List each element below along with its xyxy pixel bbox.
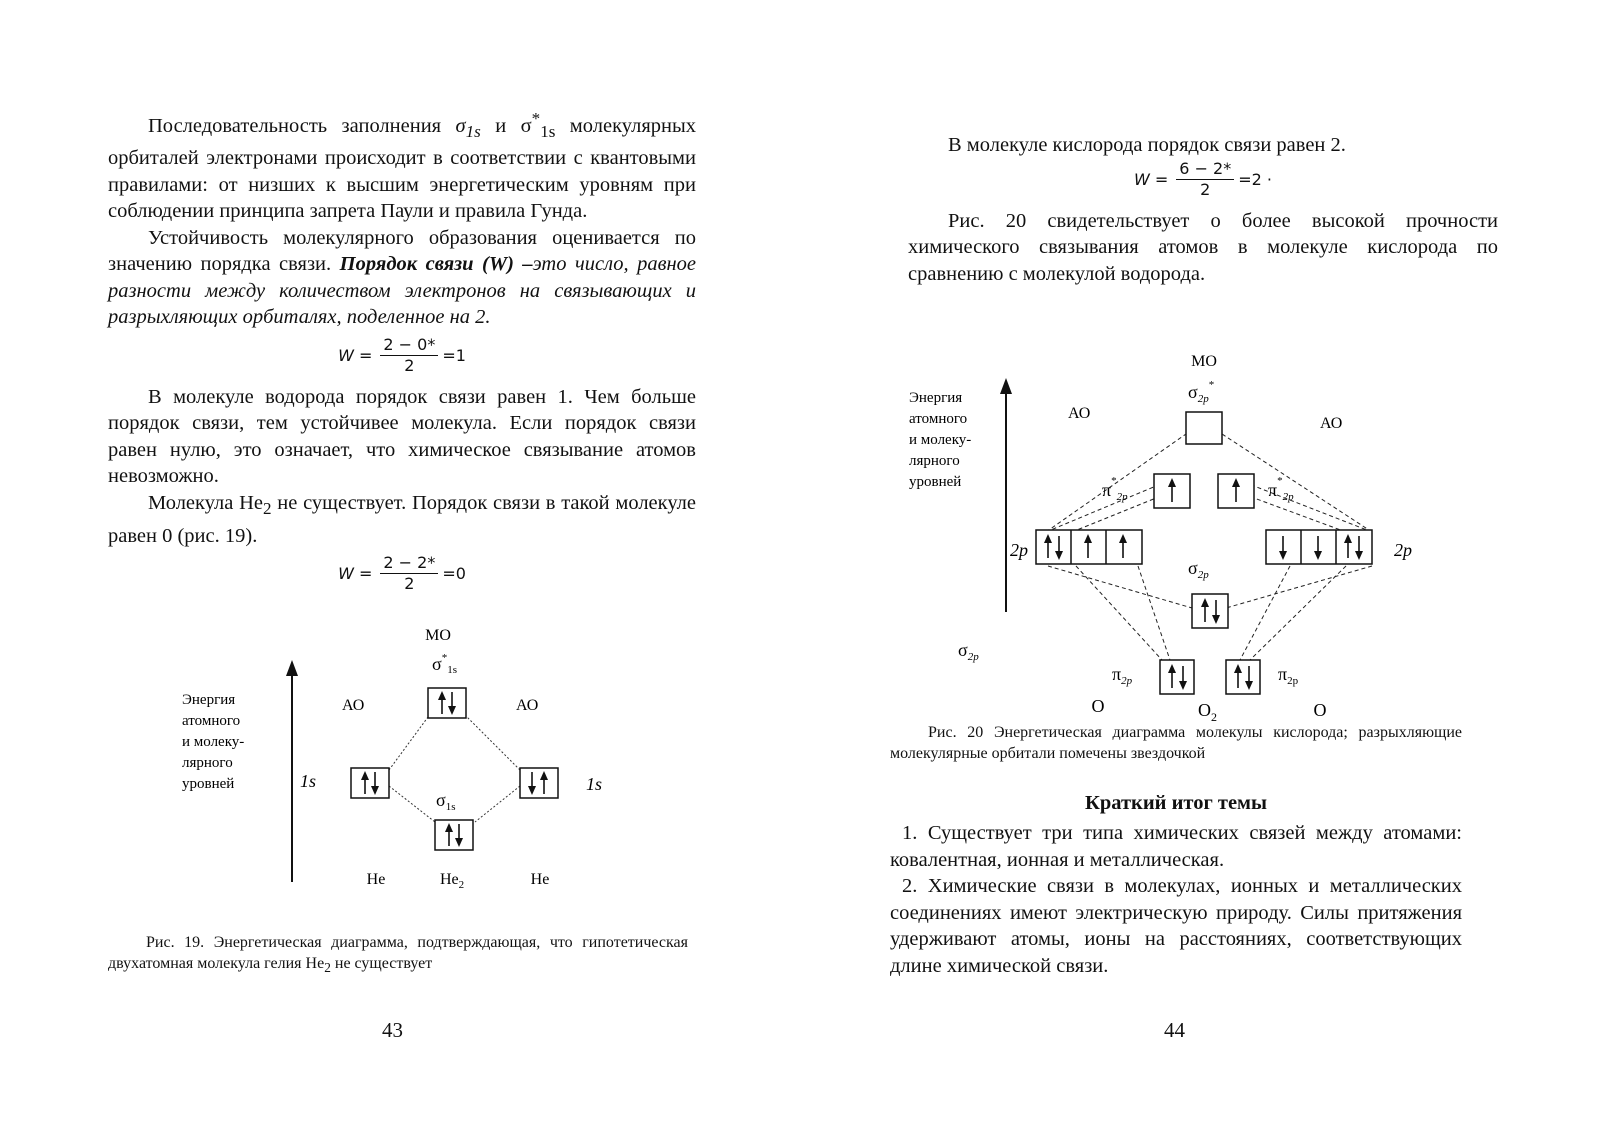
mo-label: МО: [425, 627, 451, 644]
figure-20-caption: Рис. 20 Энергетическая диаграмма молекулы кислорода; разрыхляющие молекулярные орбитали помечены звездочкой: [890, 724, 1462, 762]
summary-title: Краткий итог темы: [1084, 792, 1268, 814]
pi-star-right-label: $\pi^*_{2p}$: [1268, 475, 1294, 503]
energy-axis-arrow-icon: [286, 660, 298, 676]
orbital-box-sigma-star-2p: [1186, 412, 1222, 444]
energy-axis-arrow-icon: [1000, 378, 1012, 394]
formula-o2-bond-order: W = $\frac{6 - 2*}{2}$ =2 ·: [1133, 158, 1272, 199]
orbital-box-sigma-star: [428, 688, 466, 718]
page-number-right: 44: [1164, 1018, 1185, 1042]
sigma-2p-side-label: $\sigma_{2p}$: [958, 640, 979, 663]
level-right-label: 2p: [1394, 540, 1412, 560]
orbital-box-pi-star-left: [1154, 474, 1190, 508]
energy-label: Энергия атомного и молеку- лярного уровней: [909, 390, 972, 490]
sigma-2p-label: $\sigma_{2p}$: [1188, 558, 1209, 581]
orbital-box-pi-2p-left: [1160, 660, 1194, 694]
paragraph-o2-strength: Рис. 20 свидетельствует о более высокой прочности химического связывания атомов в молекуле кислорода по сравнению с молекулой водорода.: [908, 209, 1498, 285]
atom-right-label: He: [530, 871, 550, 888]
orbital-box-pi-star-right: [1218, 474, 1254, 508]
atom-left-label: He: [366, 871, 386, 888]
paragraph-bond-order-definition: Устойчивость молекулярного образования оценивается по значению порядка связи. Порядок связи (W) –это число, равное разности между количеством электронов на связывающих и разрыхляющих орбиталях, поделенное на 2.: [108, 226, 697, 329]
orbital-box-2p-left: [1036, 530, 1142, 564]
molecule-label: $He_2$: [440, 871, 465, 891]
paragraph-orbital-filling: Последовательность заполнения $\sigma_{1s}$ и $\sigma^*_{1s}$ молекулярных орбиталей электронами происходит в соответствии с квантовыми правилами: от низших к высшим энергетическим уровням при соблюдении принципа запрета Паули и правила Гунда.: [108, 109, 697, 223]
orbital-box-sigma: [435, 820, 473, 850]
paragraph-h2-order: В молекуле водорода порядок связи равен 1. Чем больше порядок связи, тем устойчивее молекула. Если порядок связи равен нулю, это означает, что химическое связывание атомов невозможно.: [108, 385, 696, 488]
atom-right-label: O: [1313, 700, 1327, 720]
formula-he2-bond-order: W = $\frac{2 - 2*}{2}$ =0: [338, 553, 466, 594]
orbital-box-2p-right: [1266, 530, 1372, 564]
pi-star-left-label: $\pi^*_{2p}$: [1102, 475, 1128, 503]
right-text-column: [908, 132, 1498, 287]
sigma-label: $\sigma_{1s}$: [436, 790, 456, 813]
level-left-label: 1s: [300, 771, 317, 791]
atom-left-label: O: [1091, 696, 1105, 716]
level-left-label: 2p: [1010, 540, 1028, 560]
summary-item-2: 2. Химические связи в молекулах, ионных и металлических соединениях имеют электрическую природу. Силы притяжения удерживают атомы, ионы на расстояниях, соответствующих длине химической связи.: [890, 875, 1462, 977]
molecule-label: $O_2$: [1198, 700, 1217, 724]
pi-2p-right-label: $\pi_{2p}$: [1278, 664, 1299, 687]
orbital-box-pi-2p-right: [1226, 660, 1260, 694]
ao-right-label: АО: [1320, 415, 1343, 432]
ao-left-label: АО: [342, 697, 365, 714]
pi-2p-left-label: $\pi_{2p}$: [1112, 664, 1133, 687]
orbital-box-left-1s: [351, 768, 389, 798]
ao-left-label: АО: [1068, 405, 1091, 422]
formula-h2-bond-order: W = $\frac{2 - 0*}{2}$ =1: [338, 334, 466, 375]
left-text-column: [108, 106, 696, 602]
figure-19-caption: Рис. 19. Энергетическая диаграмма, подтверждающая, что гипотетическая двухатомная молекула гелия $He_2$ не существует: [108, 934, 688, 976]
orbital-box-right-1s: [520, 768, 558, 798]
right-page: [800, 0, 1600, 1131]
paragraph-he2: Молекула $He_2$ не существует. Порядок связи в такой молекуле равен 0 (рис. 19).: [108, 491, 696, 547]
ao-right-label: АО: [516, 697, 539, 714]
o2-energy-diagram: [900, 346, 1500, 726]
he2-energy-diagram: [170, 620, 640, 910]
page-number-left: 43: [382, 1018, 403, 1042]
sigma-star-label: $\sigma^*_{1s}$: [432, 652, 457, 676]
paragraph-o2-order: В молекуле кислорода порядок связи равен 2.: [948, 134, 1346, 156]
energy-label: Энергия атомного и молеку- лярного уровней: [182, 692, 245, 792]
summary-item-1: 1. Существует три типа химических связей между атомами: ковалентная, ионная и металлическая.: [890, 822, 1462, 871]
sigma-star-2p-label: $\sigma_{2p}^*$: [1188, 379, 1215, 405]
mo-label: МО: [1191, 353, 1217, 370]
orbital-box-sigma-2p: [1192, 594, 1228, 628]
summary-section: [890, 790, 1462, 979]
level-right-label: 1s: [586, 774, 603, 794]
